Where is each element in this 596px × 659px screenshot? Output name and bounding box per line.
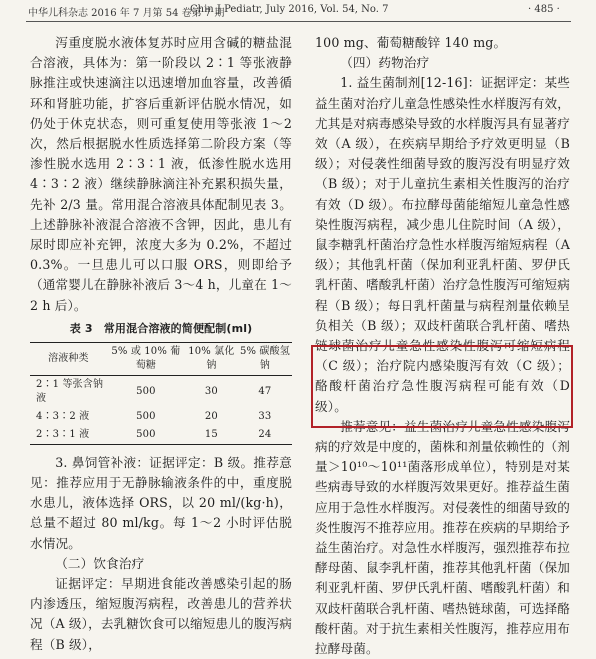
table-header-solution: 溶液种类 [30, 342, 107, 375]
journal-header-en [190, 4, 388, 15]
page-number: · 485 · [528, 4, 560, 15]
table-cell: 24 [238, 426, 292, 445]
diet-evidence-paragraph: 证据评定：早期进食能改善感染引起的肠内渗透压，缩短腹泻病程，改善患儿的营养状况（A 级），去乳糖饮食可以缩短患儿的腹泻病程（B 级）， [30, 576, 292, 652]
table-cell: 2∶1 等张含钠液 [36, 378, 104, 404]
table-cell: 4∶3∶2 液 [36, 410, 90, 422]
table-cell: 15 [185, 426, 238, 445]
table-cell: 500 [136, 385, 156, 397]
table-header-glucose: 5% 或 10% 葡萄糖 [107, 342, 185, 375]
table-3-title: 表 3 常用混合溶液的简便配制(ml) [69, 321, 253, 335]
table-cell: 500 [107, 426, 185, 445]
mixed-solution-table [30, 342, 292, 445]
highlight-box [311, 345, 573, 428]
journal-name: 中华儿科杂志 2016 年 7 月第 54 卷第 7 期 [28, 8, 225, 19]
table-row [30, 426, 292, 445]
table-cell: 20 [204, 410, 218, 422]
drug-therapy-heading: （四）药物治疗 [340, 55, 430, 71]
journal-name-en: Chin J Pediatr, July 2016, Vol. 54, No. 7 [190, 4, 389, 15]
table-cell: 500 [136, 410, 156, 422]
table-header-nacl: 10% 氯化钠 [185, 342, 238, 375]
table-cell: 47 [258, 385, 272, 397]
diet-heading: （二）饮食治疗 [55, 555, 145, 571]
probiotic-recommendation-paragraph: 推荐意见：益生菌治疗儿童急性感染腹泻病的疗效是中度的，菌株和剂量依赖性的（剂量＞10¹⁰～10¹¹菌落形成单位），特别是对某些病毒导致的水样腹泻效果更好。推荐益生菌应用于急性水样腹泻。对侵袭性的细菌导致的炎性腹泻不推荐应用。推荐在疾病的早期给予益生菌治疗。对急性水样腹泻，强烈推荐布拉酵母菌、鼠李乳杆菌，推荐其他乳杆菌（保加利亚乳杆菌、罗伊氏乳杆菌、嗜酸乳杆菌）和双歧杆菌联合乳杆菌、嗜热链球菌，可选择酪酸杆菌。对于抗生素相关性腹泻，推荐应用布拉酵母菌。 [315, 418, 570, 657]
rehydration-paragraph: 泻重度脱水液体复苏时应用含碱的糖盐混合溶液，具体为：第一阶段以 2∶1 等张液静脉推注或快速滴注以迅速增加血容量，改善循环和肾脏功能，扩容后重新评估脱水情况，如仍处于休克状态，则可重复使用等张液 1～2 次，然后根据脱水性质选择第二阶段方案（等渗性脱水选用 2∶3∶1 液，低渗性脱水选用 4∶3∶2 液）继续静脉滴注补充累积损失量，先补 2/3 量。常用混合溶液具体配制见表 3。上述静脉补液混合溶液不含钾，因此，患儿有尿时即应补充钾，浓度大多为 0.2%，不超过 0.3%。一旦患儿可以口服 ORS，则即给予（通常婴儿在静脉补液后 3～4 h，儿童在 1～2 h 后）。 [30, 35, 292, 313]
zinc-dose-line: 100 mg、葡萄糖酸锌 140 mg。 [315, 35, 507, 50]
table-row [30, 408, 292, 426]
header-rule [26, 21, 571, 22]
probiotic-evidence-paragraph: 1. 益生菌制剂[12-16]：证据评定：某些益生菌对治疗儿童急性感染性水样腹泻有效，尤其是对病毒感染导致的水样腹泻具有显著疗效（A 级），在疾病早期给予疗效更明显（B 级）；对侵袭性细菌导致的腹泻没有明显疗效（B 级）；对于儿童抗生素相关性腹泻的治疗有效（D 级）。布拉酵母菌能缩短儿童急性感染性腹泻病程，减少患儿住院时间（A 级），鼠李糖乳杆菌治疗急性水样腹泻缩短病程（A 级）；其他乳杆菌（保加利亚乳杆菌、罗伊氏乳杆菌、嗜酸乳杆菌）治疗急性腹泻可缩短病程（B 级）；每日乳杆菌量与病程剂量依赖呈负相关（B 级）；双歧杆菌联合乳杆菌、嗜热链球菌治疗儿童急性感染性腹泻可缩短病程（C 级）；治疗院内感染腹泻有效（C 级）；酪酸杆菌治疗急性腹泻病程可能有效（D 级）。 [315, 75, 570, 414]
table-row [30, 375, 292, 408]
left-column [30, 33, 292, 655]
table-header-bicarbonate: 5% 碳酸氢钠 [238, 342, 292, 375]
table-cell: 30 [204, 385, 218, 397]
table-cell: 2∶3∶1 液 [30, 426, 107, 445]
table-header-row [30, 342, 292, 375]
table-cell: 33 [258, 410, 272, 422]
nasogastric-paragraph: 3. 鼻饲管补液：证据评定：B 级。推荐意见：推荐应用于无静脉输液条件的中，重度脱水患儿，液体选择 ORS，以 20 ml/(kg·h)，总量不超过 80 ml/kg。每 1～2 小时评估脱水情况。 [30, 454, 292, 551]
